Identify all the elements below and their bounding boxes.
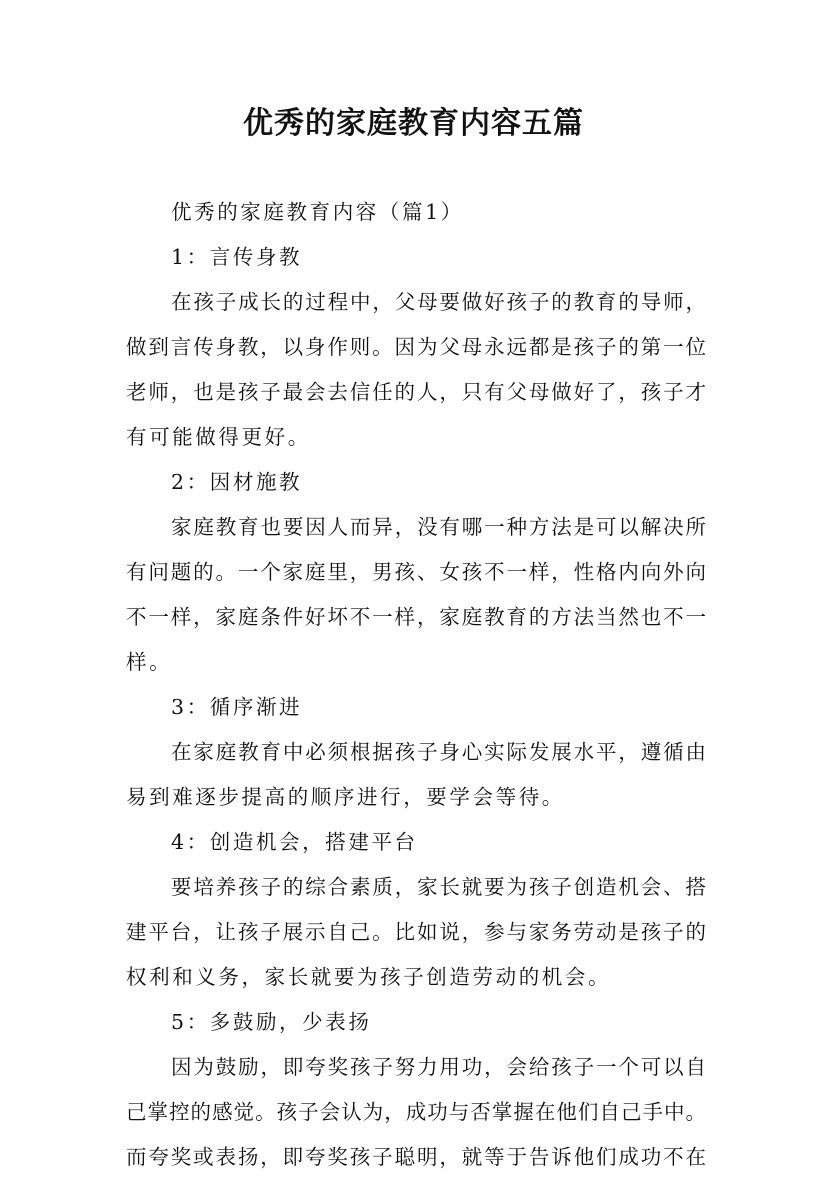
- point-4-line-3: 权利和义务，家长就要为孩子创造劳动的机会。: [126, 965, 612, 989]
- point-2-line-2: 有问题的。一个家庭里，男孩、女孩不一样，性格内向外向: [126, 560, 706, 584]
- point-1-line-3: 老师，也是孩子最会去信任的人，只有父母做好了，孩子才: [126, 380, 706, 404]
- point-heading-5: 5：多鼓励，少表扬: [171, 1010, 372, 1034]
- point-5-line-3: 而夸奖或表扬，即夸奖孩子聪明，就等于告诉他们成功不在: [126, 1145, 706, 1169]
- point-heading-3: 3：循序渐进: [171, 695, 303, 719]
- point-5-line-1: 因为鼓励，即夸奖孩子努力用功，会给孩子一个可以自: [171, 1055, 706, 1079]
- point-3-line-1: 在家庭教育中必须根据孩子身心实际发展水平，遵循由: [171, 740, 706, 764]
- point-1-line-4: 有可能做得更好。: [126, 425, 311, 449]
- point-1-line-2: 做到言传身教，以身作则。因为父母永远都是孩子的第一位: [126, 335, 706, 359]
- point-4-line-2: 建平台，让孩子展示自己。比如说，参与家务劳动是孩子的: [126, 920, 706, 944]
- point-2-line-3: 不一样，家庭条件好坏不一样，家庭教育的方法当然也不一: [126, 605, 706, 629]
- point-3-line-2: 易到难逐步提高的顺序进行，要学会等待。: [126, 785, 565, 809]
- point-2-line-4: 样。: [126, 650, 173, 674]
- section-heading: 优秀的家庭教育内容（篇1）: [171, 200, 464, 224]
- point-2-line-1: 家庭教育也要因人而异，没有哪一种方法是可以解决所: [171, 515, 706, 539]
- point-heading-1: 1：言传身教: [171, 245, 303, 269]
- point-heading-2: 2：因材施教: [171, 470, 303, 494]
- point-1-line-1: 在孩子成长的过程中，父母要做好孩子的教育的导师，: [171, 290, 706, 314]
- point-heading-4: 4：创造机会，搭建平台: [171, 830, 418, 854]
- point-5-line-2: 己掌控的感觉。孩子会认为，成功与否掌握在他们自己手中。: [126, 1100, 706, 1124]
- point-4-line-1: 要培养孩子的综合素质，家长就要为孩子创造机会、搭: [171, 875, 706, 899]
- document-title: 优秀的家庭教育内容五篇: [243, 106, 584, 141]
- document-body: [126, 196, 706, 1186]
